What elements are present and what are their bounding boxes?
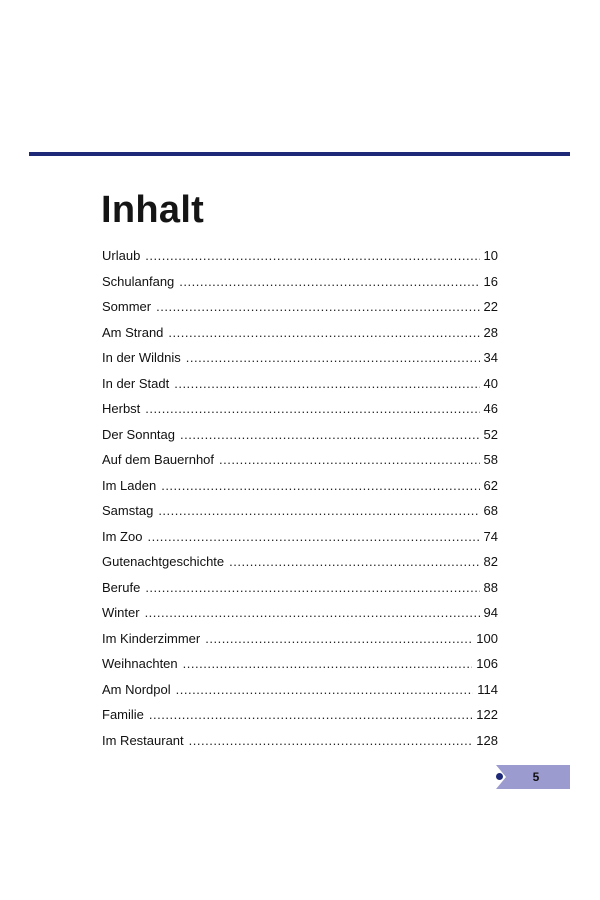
toc-entry-page-number: 82	[483, 554, 498, 569]
toc-entry-page-number: 16	[483, 273, 498, 289]
toc-entry-label: Berufe	[102, 579, 141, 595]
toc-entry-label: Herbst	[102, 401, 141, 416]
toc-entry-label: Im Laden	[102, 477, 157, 493]
toc-entry[interactable]	[102, 651, 498, 677]
toc-entry-label: Im Kinderzimmer	[102, 630, 201, 646]
toc-dot-leader	[186, 345, 480, 371]
toc-entry-page-number: 68	[483, 503, 498, 518]
toc-entry[interactable]	[102, 600, 498, 626]
toc-entry-label: In der Wildnis	[102, 350, 181, 365]
toc-entry-page-number: 28	[483, 324, 498, 340]
toc-entry-page-number: 40	[483, 375, 498, 391]
toc-entry-page-number: 10	[483, 248, 498, 263]
toc-dot-leader	[149, 702, 472, 728]
toc-entry-page-number: 34	[483, 350, 498, 365]
toc-entry[interactable]	[102, 269, 498, 295]
toc-entry-label: Am Nordpol	[102, 681, 171, 697]
toc-dot-leader	[189, 728, 473, 754]
toc-entry-label: Familie	[102, 707, 144, 722]
page-title: Inhalt	[101, 189, 205, 231]
toc-entry-label: In der Stadt	[102, 375, 170, 391]
toc-entry[interactable]	[102, 677, 498, 703]
toc-entry[interactable]	[102, 498, 498, 524]
toc-entry[interactable]	[102, 320, 498, 346]
toc-dot-leader	[145, 396, 479, 422]
toc-entry-page-number: 106	[476, 656, 498, 671]
toc-dot-leader	[145, 600, 480, 626]
toc-entry[interactable]	[102, 702, 498, 728]
toc-entry-page-number: 100	[476, 630, 498, 646]
toc-entry-label: Auf dem Bauernhof	[102, 452, 215, 467]
toc-dot-leader	[158, 498, 479, 524]
toc-entry-label: Gutenachtgeschichte	[102, 554, 225, 569]
toc-entry-page-number: 52	[483, 426, 498, 442]
toc-dot-leader	[229, 549, 479, 575]
toc-entry-page-number: 62	[483, 477, 498, 493]
toc-entry-page-number: 46	[483, 401, 498, 416]
toc-dot-leader	[147, 524, 479, 550]
toc-entry[interactable]	[102, 524, 498, 550]
toc-entry[interactable]	[102, 728, 498, 754]
toc-dot-leader	[145, 243, 479, 269]
toc-entry[interactable]	[102, 575, 498, 601]
toc-dot-leader	[205, 626, 472, 652]
toc-entry-page-number: 88	[483, 579, 498, 595]
toc-entry-page-number: 94	[483, 605, 498, 620]
table-of-contents	[102, 243, 498, 753]
toc-entry-label: Der Sonntag	[102, 426, 175, 442]
toc-entry[interactable]	[102, 626, 498, 652]
toc-entry[interactable]	[102, 243, 498, 269]
toc-dot-leader	[145, 575, 479, 601]
toc-dot-leader	[161, 473, 479, 499]
toc-entry-label: Schulanfang	[102, 273, 175, 289]
page-number: 5	[532, 770, 540, 784]
toc-dot-leader	[176, 677, 474, 703]
toc-entry-label: Urlaub	[102, 248, 141, 263]
toc-entry-label: Im Zoo	[102, 528, 143, 544]
toc-dot-leader	[156, 294, 479, 320]
toc-entry[interactable]	[102, 294, 498, 320]
toc-entry-label: Samstag	[102, 503, 154, 518]
toc-dot-leader	[219, 447, 480, 473]
toc-entry[interactable]	[102, 473, 498, 499]
toc-entry-page-number: 114	[477, 681, 498, 697]
toc-dot-leader	[180, 422, 480, 448]
page-number-badge	[496, 765, 570, 789]
toc-entry-label: Im Restaurant	[102, 732, 184, 748]
toc-entry[interactable]	[102, 396, 498, 422]
toc-entry-label: Am Strand	[102, 324, 164, 340]
toc-entry-label: Weihnachten	[102, 656, 178, 671]
toc-entry-label: Sommer	[102, 299, 152, 314]
toc-dot-leader	[183, 651, 473, 677]
toc-dot-leader	[174, 371, 479, 397]
toc-entry[interactable]	[102, 371, 498, 397]
toc-entry-label: Winter	[102, 605, 140, 620]
toc-dot-leader	[179, 269, 479, 295]
bullet-dot-icon	[496, 773, 503, 780]
top-rule	[29, 152, 570, 156]
toc-entry[interactable]	[102, 422, 498, 448]
toc-entry[interactable]	[102, 549, 498, 575]
toc-entry-page-number: 74	[483, 528, 498, 544]
toc-dot-leader	[168, 320, 479, 346]
toc-entry-page-number: 122	[476, 707, 498, 722]
toc-entry[interactable]	[102, 345, 498, 371]
toc-entry-page-number: 128	[476, 732, 498, 748]
toc-entry-page-number: 22	[483, 299, 498, 314]
toc-entry-page-number: 58	[483, 452, 498, 467]
toc-entry[interactable]	[102, 447, 498, 473]
